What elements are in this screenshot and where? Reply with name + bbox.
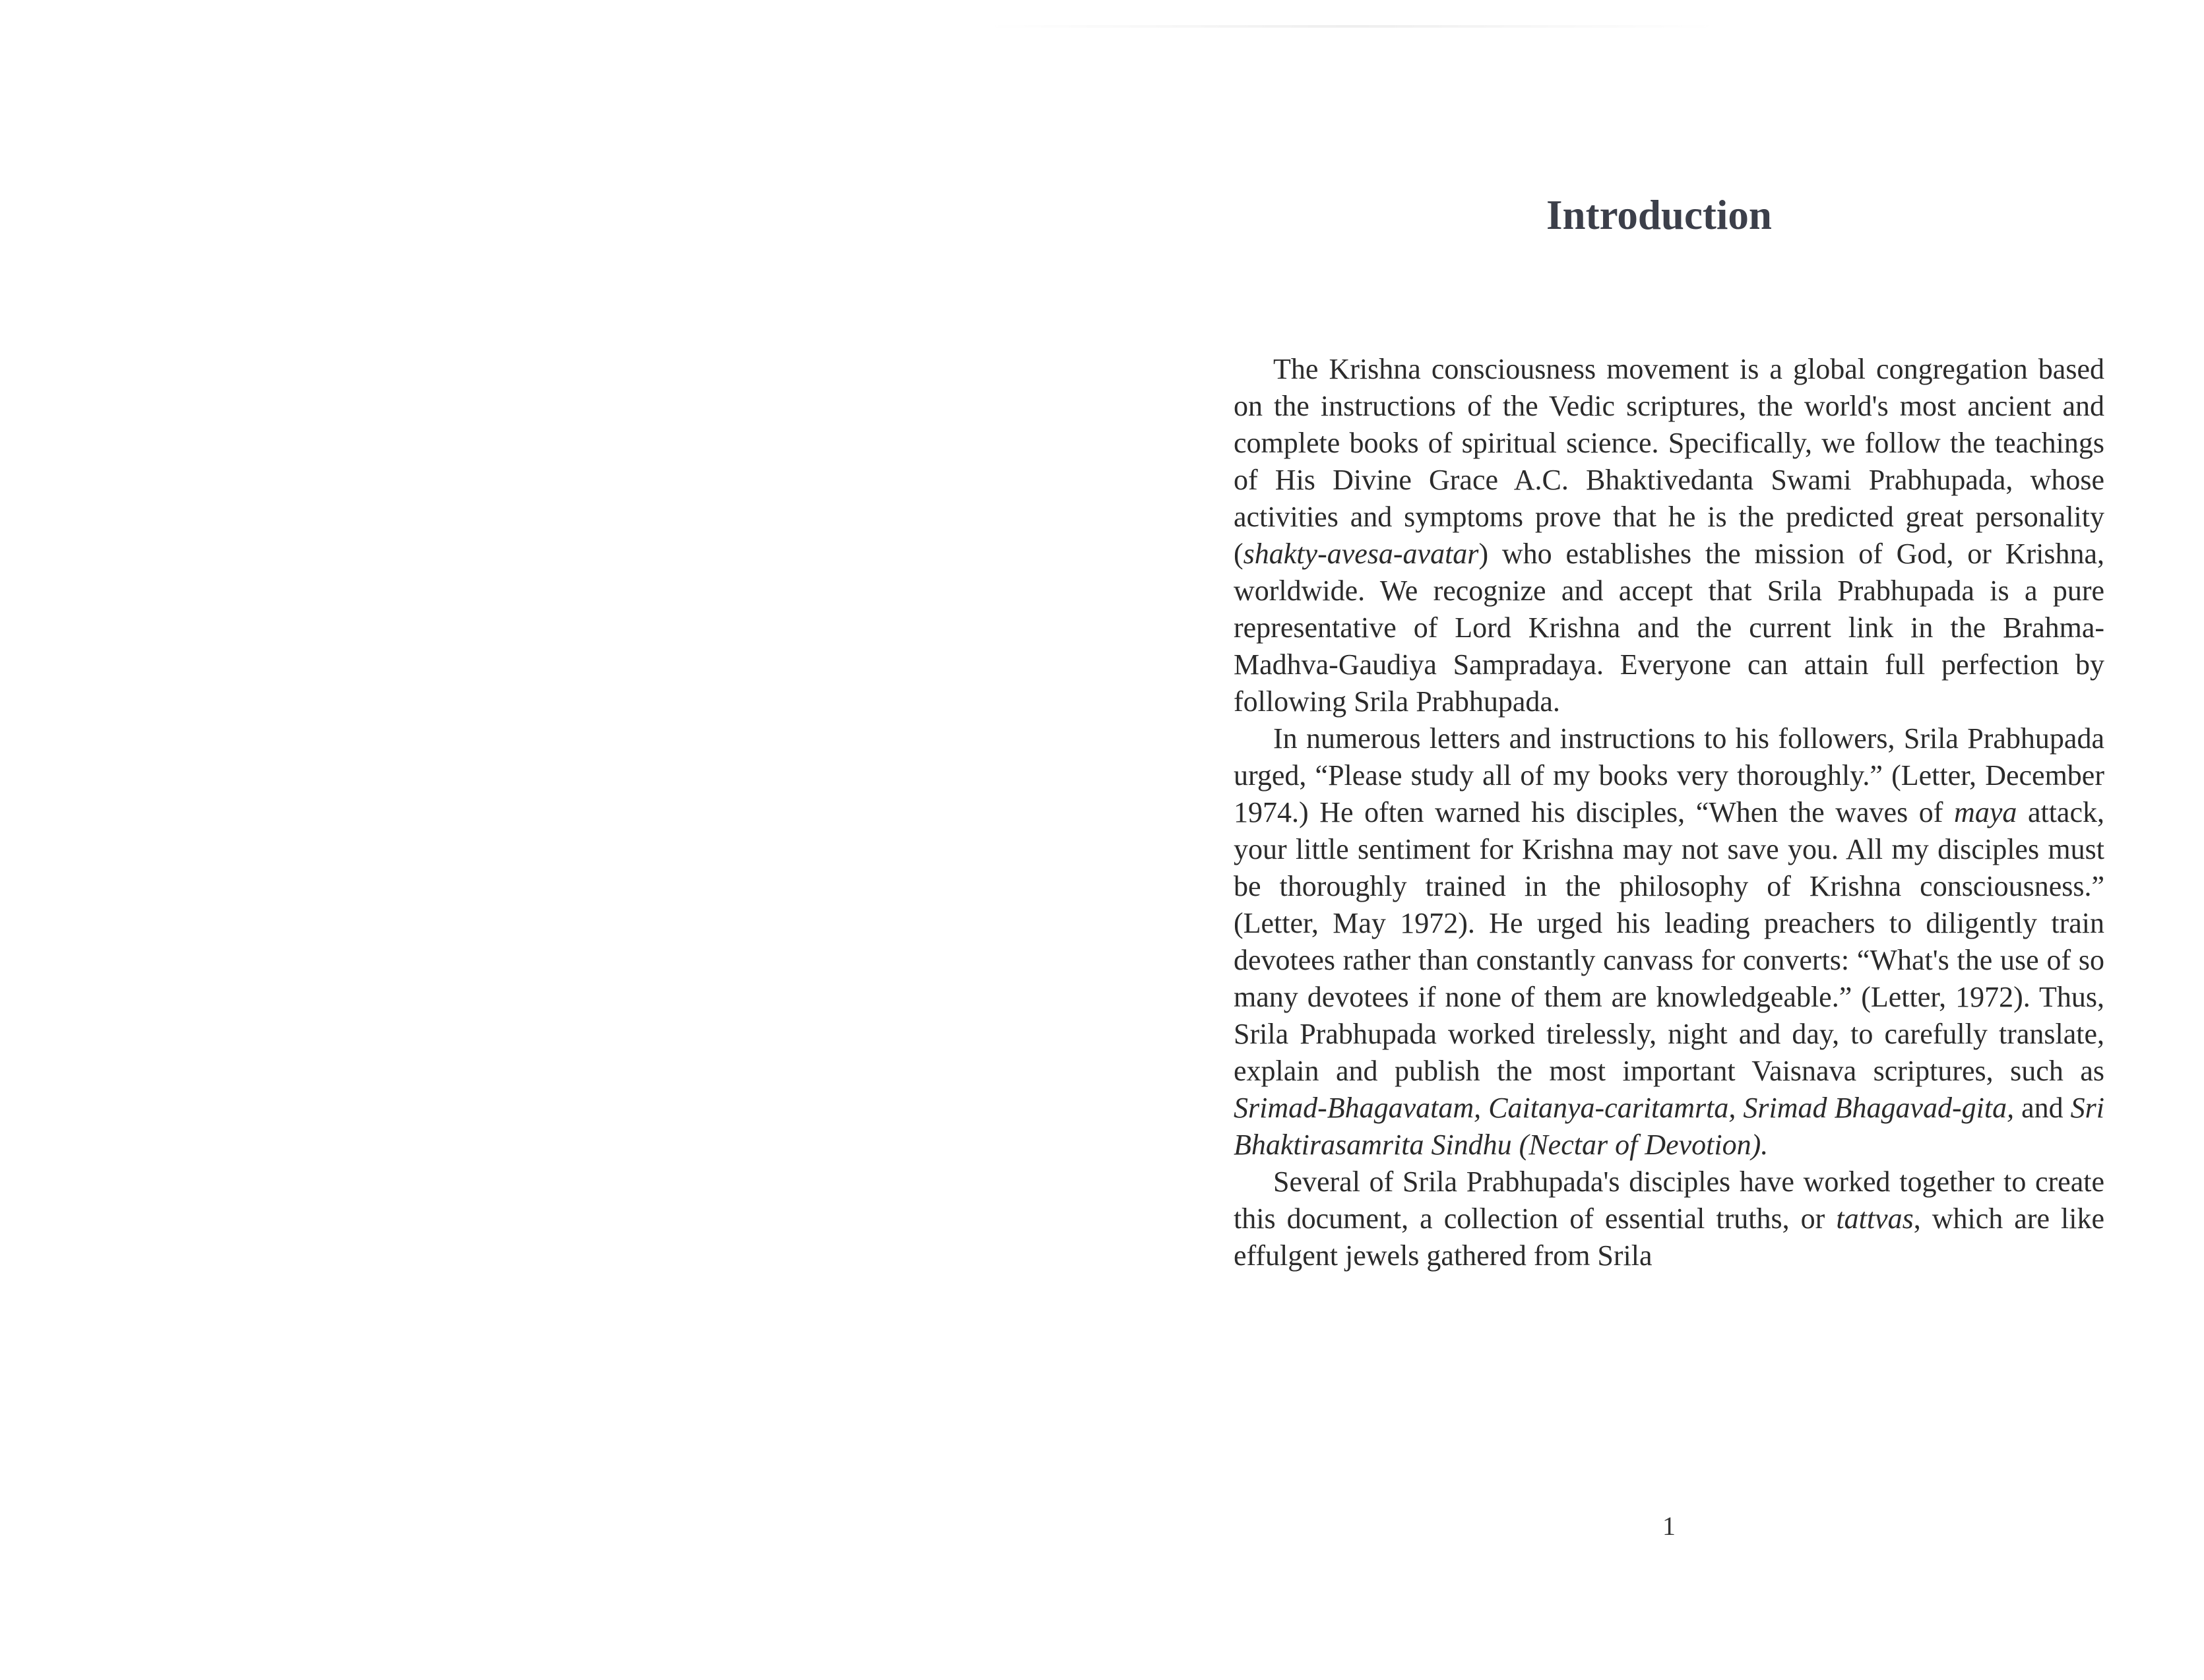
italic-text: Sri Bhaktirasamrita Sindhu (Nectar of Devotion).	[1234, 1092, 2105, 1161]
page-number: 1	[1662, 1511, 1676, 1541]
italic-text: Srimad-Bhagavatam, Caitanya-caritamrta, Srimad Bhagavad-gita,	[1234, 1092, 2015, 1124]
text-run: , which are like effulgent jewels gathered from Srila	[1234, 1202, 2105, 1272]
text-run: attack, your little sentiment for Krishna may not save you. All my disciples must be thoroughly trained in the philosophy of Krishna consciousness.” (Letter, May 1972). He urged his leading preachers to diligently train devotees rather than constantly canvass for converts: “What's the use of so many devotees if none of them are knowledgeable.” (Letter, 1972). Thus, Srila Prabhupada worked tirelessly, night and day, to carefully translate, explain and publish the most important Vaisnava scriptures, such as	[1234, 796, 2104, 1087]
text-run: and	[2014, 1092, 2071, 1124]
paragraph	[1234, 720, 2104, 1164]
text-run: ) who establishes the mission of God, or Krishna, worldwide. We recognize and accept that Srila Prabhupada is a pure representative of Lord Krishna and the current link in the Brahma-Madhva-Gaudiya Sampradaya. Everyone can attain full perfection by following Srila Prabhupada.	[1234, 538, 2104, 718]
paragraph	[1234, 351, 2104, 720]
italic-text: maya	[1954, 796, 2017, 828]
italic-text: tattvas	[1836, 1202, 1914, 1235]
italic-text: shakty-avesa-avatar	[1243, 538, 1479, 570]
scan-edge-shadow	[990, 25, 1715, 28]
paragraph	[1234, 1164, 2104, 1274]
body-text	[1234, 351, 2104, 1274]
text-run: Several of Srila Prabhupada's disciples have worked together to create this document, a collection of essential truths, or	[1234, 1166, 2104, 1235]
page-title: Introduction	[1546, 192, 1772, 238]
text-run: The Krishna consciousness movement is a global congregation based on the instructions of the Vedic scriptures, the world's most ancient and complete books of spiritual science. Specifically, we follow the teachings of His Divine Grace A.C. Bhaktivedanta Swami Prabhupada, whose activities and symptoms prove that he is the predicted great personality (	[1234, 353, 2104, 570]
text-run: In numerous letters and instructions to his followers, Srila Prabhupada urged, “Please study all of my books very thoroughly.” (Letter, December 1974.) He often warned his disciples, “When the waves of	[1234, 722, 2104, 828]
